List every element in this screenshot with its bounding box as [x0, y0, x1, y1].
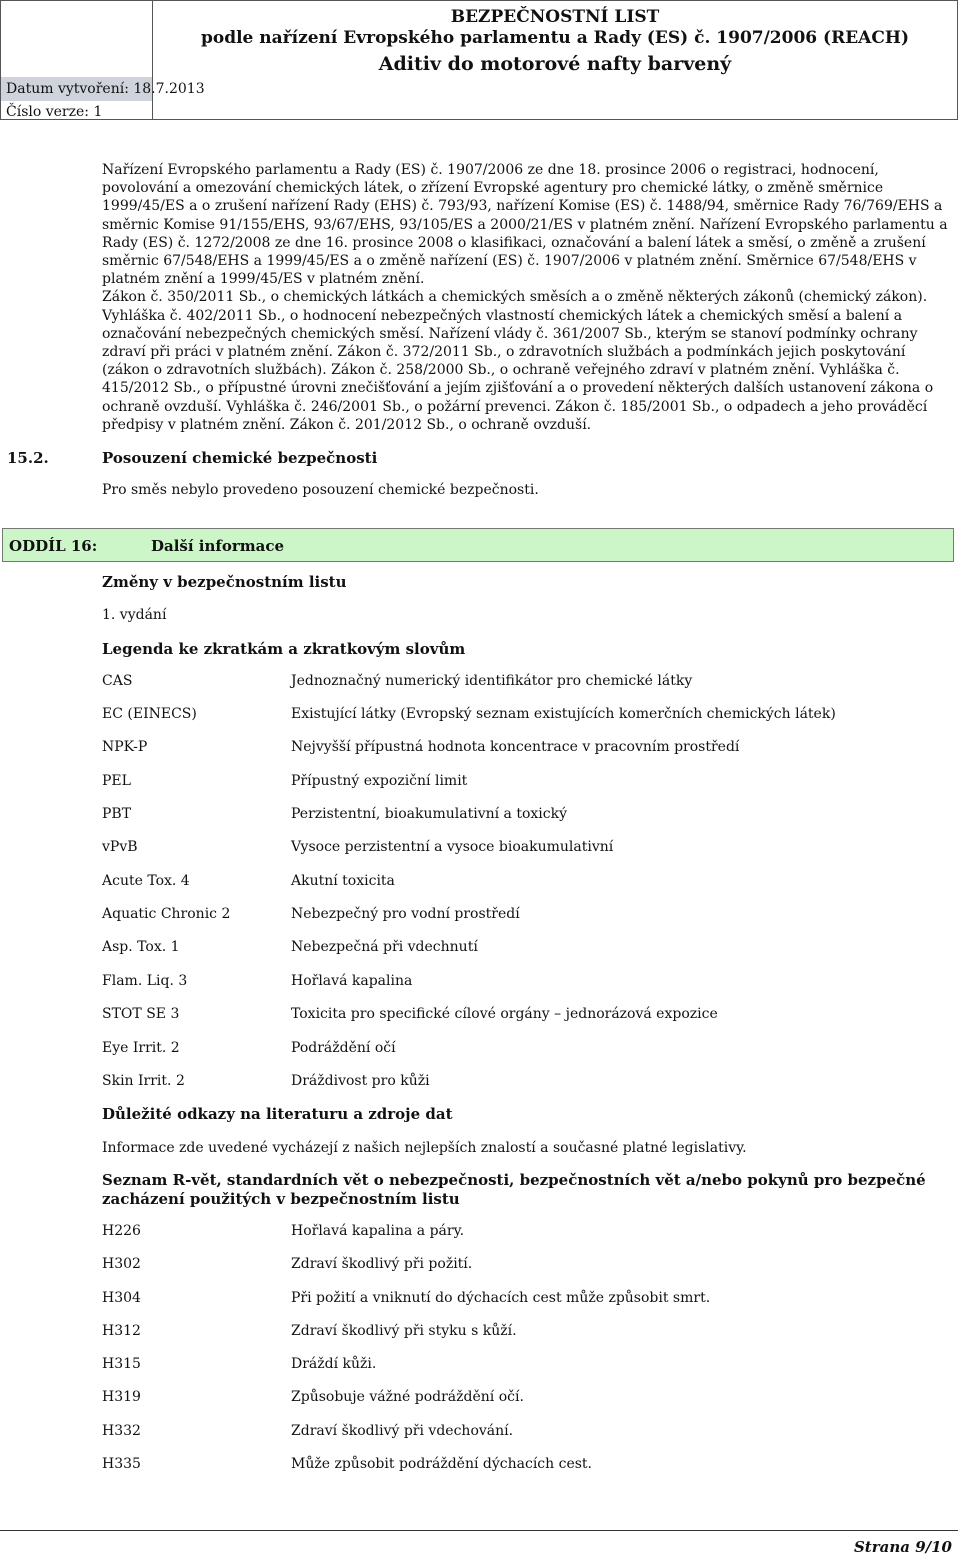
footer-divider: [0, 1530, 958, 1531]
header-titles: [153, 1, 957, 119]
section-15-2-text: Pro směs nebylo provedeno posouzení chemické bezpečnosti.: [102, 482, 539, 498]
h-code: H312: [102, 1323, 141, 1339]
abbreviation-value: Nejvyšší přípustná hodnota koncentrace v pracovním prostředí: [291, 739, 740, 755]
h-text: Dráždí kůži.: [291, 1356, 377, 1372]
section-15-2-number: 15.2.: [7, 449, 49, 467]
abbreviation-key: Skin Irrit. 2: [102, 1073, 185, 1089]
abbreviation-key: Acute Tox. 4: [102, 873, 190, 889]
abbreviation-value: Jednoznačný numerický identifikátor pro chemické látky: [291, 673, 693, 689]
abbreviation-value: Nebezpečný pro vodní prostředí: [291, 906, 520, 922]
section-16-header: [2, 528, 954, 562]
h-code: H319: [102, 1389, 141, 1405]
abbreviation-key: EC (EINECS): [102, 706, 197, 722]
abbreviation-key: PBT: [102, 806, 132, 822]
abbreviation-value: Toxicita pro specifické cílové orgány – jednorázová expozice: [291, 1006, 718, 1022]
changes-text: 1. vydání: [102, 607, 167, 623]
h-text: Hořlavá kapalina a páry.: [291, 1223, 465, 1239]
refs-heading: Důležité odkazy na literaturu a zdroje dat: [102, 1105, 453, 1123]
regulations-paragraph: Zákon č. 350/2011 Sb., o chemických látkách a chemických směsích a o změně některých zákonů (chemický zákon). Vyhláška č. 402/2011 Sb., o hodnocení nebezpečných vlastností chemických látek a chemických směsí a balení a označování nebezpečných chemických směsí. Nařízení vlády č. 361/2007 Sb., kterým se stanoví podmínky ochrany zdraví při práci v platném znění. Zákon č. 372/2011 Sb., o zdravotních službách a podmínkách jejich poskytování (zákon o zdravotních službách). Zákon č. 258/2000 Sb., o ochraně veřejného zdraví v platném znění. Vyhláška č. 415/2012 Sb., o přípustné úrovni znečišťování a jejím zjišťování a o provedení některých dalších ustanovení zákona o ochraně ovzduší. Vyhláška č. 246/2001 Sb., o požární prevenci. Zákon č. 185/2001 Sb., o odpadech a jeho prováděcí předpisy v platném znění. Zákon č. 201/2012 Sb., o ochraně ovzduší.: [102, 289, 934, 433]
abbreviation-value: Nebezpečná při vdechnutí: [291, 939, 478, 955]
version-number: Číslo verze: 1: [6, 104, 103, 120]
abbreviation-value: Vysoce perzistentní a vysoce bioakumulativní: [291, 839, 614, 855]
section-15-2-title: Posouzení chemické bezpečnosti: [102, 449, 378, 467]
h-text: Způsobuje vážné podráždění očí.: [291, 1389, 524, 1405]
legend-heading: Legenda ke zkratkám a zkratkovým slovům: [102, 640, 466, 658]
h-code: H335: [102, 1456, 141, 1472]
refs-text: Informace zde uvedené vycházejí z našich nejlepších znalostí a současné platné legislativy.: [102, 1140, 747, 1156]
document-subtitle: podle nařízení Evropského parlamentu a Rady (ES) č. 1907/2006 (REACH): [200, 28, 909, 48]
h-code: H226: [102, 1223, 141, 1239]
abbreviation-value: Existující látky (Evropský seznam existujících komerčních chemických látek): [291, 706, 836, 722]
h-text: Zdraví škodlivý při vdechování.: [291, 1423, 514, 1439]
section-16-number: ODDÍL 16:: [9, 537, 98, 555]
h-text: Zdraví škodlivý při požití.: [291, 1256, 473, 1272]
h-text: Může způsobit podráždění dýchacích cest.: [291, 1456, 592, 1472]
abbreviation-key: PEL: [102, 773, 131, 789]
h-code: H302: [102, 1256, 141, 1272]
h-code: H304: [102, 1290, 141, 1306]
abbreviation-key: STOT SE 3: [102, 1006, 180, 1022]
abbreviation-key: Flam. Liq. 3: [102, 973, 188, 989]
hlist-heading: Seznam R-vět, standardních vět o nebezpečnosti, bezpečnostních vět a/nebo pokynů pro bezpečné zacházení použitých v bezpečnostním listu: [102, 1171, 926, 1208]
h-code: H315: [102, 1356, 141, 1372]
creation-date: Datum vytvoření: 18.7.2013: [1, 77, 152, 101]
abbreviation-key: vPvB: [102, 839, 138, 855]
product-name: Aditiv do motorové nafty barvený: [378, 53, 732, 75]
header-meta: [1, 1, 205, 120]
regulations-paragraph: Nařízení Evropského parlamentu a Rady (ES) č. 1907/2006 ze dne 18. prosince 2006 o registraci, hodnocení, povolování a omezování chemických látek, o zřízení Evropské agentury pro chemické látky, o změně směrnice 1999/45/ES a o zrušení nařízení Rady (EHS) č. 793/93, nařízení Komise (ES) č. 1488/94, směrnice Rady 76/769/EHS a směrnic Komise 91/155/EHS, 93/67/EHS, 93/105/ES a 2000/21/ES v platném znění. Nařízení Evropského parlamentu a Rady (ES) č. 1272/2008 ze dne 16. prosince 2008 o klasifikaci, označování a balení látek a směsí, o změně a zrušení směrnic 67/548/EHS a 1999/45/ES a o změně nařízení (ES) č. 1907/2006 v platném znění. Směrnice 67/548/EHS v platném znění a 1999/45/ES v platném znění.: [102, 162, 948, 288]
h-text: Při požití a vniknutí do dýchacích cest může způsobit smrt.: [291, 1290, 711, 1306]
section-16-title: Další informace: [151, 537, 285, 555]
abbreviation-value: Akutní toxicita: [291, 873, 395, 889]
abbreviation-value: Dráždivost pro kůži: [291, 1073, 430, 1089]
h-text: Zdraví škodlivý při styku s kůží.: [291, 1323, 517, 1339]
abbreviation-value: Přípustný expoziční limit: [291, 773, 468, 789]
abbreviation-value: Hořlavá kapalina: [291, 973, 413, 989]
abbreviation-key: CAS: [102, 673, 133, 689]
abbreviation-key: NPK-P: [102, 739, 148, 755]
h-code: H332: [102, 1423, 141, 1439]
abbreviation-value: Podráždění očí: [291, 1040, 396, 1056]
abbreviation-key: Asp. Tox. 1: [102, 939, 180, 955]
abbreviation-key: Aquatic Chronic 2: [102, 906, 231, 922]
document-header: [0, 0, 958, 120]
changes-heading: Změny v bezpečnostním listu: [102, 573, 347, 591]
abbreviation-value: Perzistentní, bioakumulativní a toxický: [291, 806, 568, 822]
regulations-block: [102, 161, 952, 434]
abbreviation-key: Eye Irrit. 2: [102, 1040, 180, 1056]
document-title: BEZPEČNOSTNÍ LIST: [450, 7, 660, 27]
page-number: Strana 9/10: [853, 1538, 952, 1556]
